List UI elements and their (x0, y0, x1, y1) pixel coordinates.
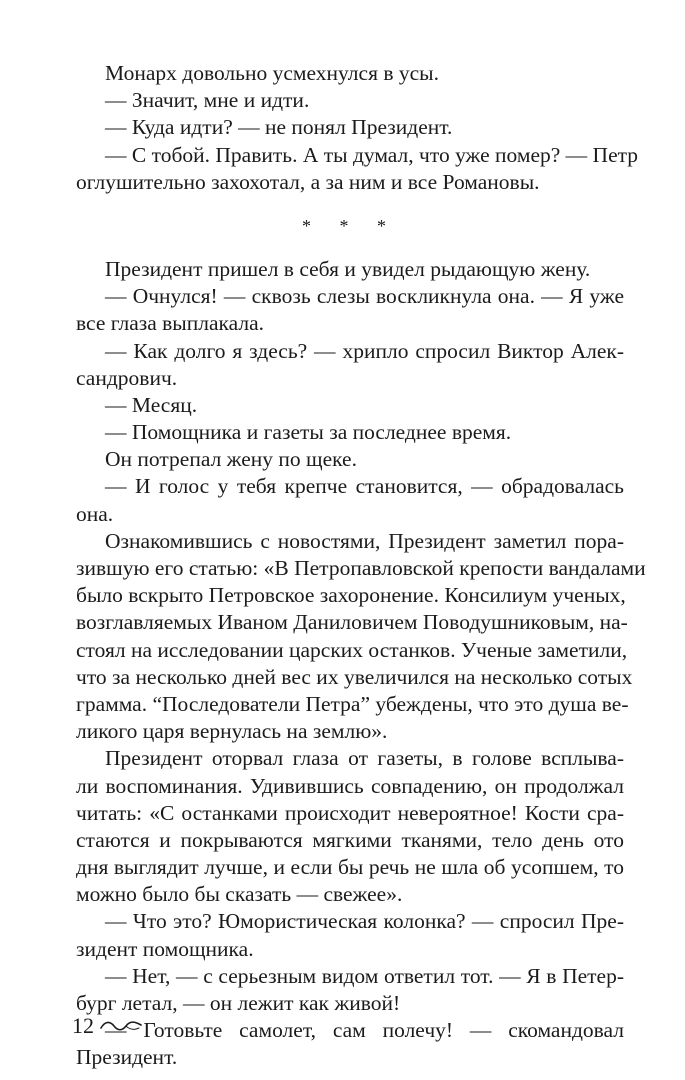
text-line: — Куда идти? — не понял Президент. (105, 115, 453, 140)
section-separator: * * * (302, 215, 398, 236)
text-line: грамма. “Последователи Петра” убеждены, что это душа ве- (76, 691, 629, 716)
text-line: она. (76, 501, 114, 526)
text-line: — Готовьте самолет, сам полечу! — скомандовал (105, 1018, 624, 1043)
text-line: Президент пришел в себя и увидел рыдающую жену. (105, 256, 591, 281)
swash-ornament-icon (100, 1019, 142, 1033)
text-line: зидент помощника. (76, 936, 254, 961)
text-line: было вскрыто Петровское захоронение. Консилиум ученых, (76, 583, 626, 608)
text-line: — Что это? Юмористическая колонка? — спросил Пре- (105, 909, 624, 934)
text-line: — Очнулся! — сквозь слезы воскликнула она. — Я уже (105, 284, 624, 309)
text-line: Ознакомившись с новостями, Президент заметил пора- (105, 528, 624, 553)
page-number: 12 (72, 1013, 94, 1038)
text-line: — Нет, — с серьезным видом ответил тот. — Я в Петер- (105, 963, 624, 988)
text-line: дня выглядит лучше, и если бы речь не шла об усопшем, то (76, 855, 624, 880)
text-line: ликого царя вернулась на землю». (76, 719, 388, 744)
text-line: — Помощника и газеты за последнее время. (105, 420, 512, 445)
text-line: — Как долго я здесь? — хрипло спросил Виктор Алек- (105, 338, 624, 363)
page-footer (72, 1012, 142, 1040)
text-line: все глаза выплакала. (76, 311, 265, 336)
text-line: Президент оторвал глаза от газеты, в голове всплыва- (105, 746, 624, 771)
text-line: что за несколько дней вес их увеличился на несколько сотых (76, 664, 633, 689)
text-line: — С тобой. Править. А ты думал, что уже помер? — Петр (105, 142, 639, 167)
text-line: — Месяц. (105, 392, 198, 417)
text-line: — Значит, мне и идти. (105, 88, 310, 113)
page-text (76, 60, 646, 1072)
text-line: — И голос у тебя крепче становится, — обрадовалась (105, 474, 624, 499)
text-line: ли воспоминания. Удивившись совпадению, он продолжал (76, 773, 624, 798)
text-line: читать: «С останками происходит невероятное! Кости сра- (76, 800, 624, 825)
text-line: Президент. (76, 1045, 178, 1070)
text-line: Он потрепал жену по щеке. (105, 447, 357, 472)
text-line: бург летал, — он лежит как живой! (76, 991, 401, 1015)
text-line: оглушительно захохотал, а за ним и все Романовы. (76, 169, 540, 194)
text-line: возглавляемых Иваном Даниловичем Поводушниковым, на- (76, 610, 628, 635)
text-line: стаются и покрываются мягкими тканями, тело день ото (76, 827, 624, 852)
text-line: стоял на исследовании царских останков. Ученые заметили, (76, 637, 628, 662)
text-line: Монарх довольно усмехнулся в усы. (105, 61, 439, 85)
text-line: сандрович. (76, 365, 178, 390)
text-line: зившую его статью: «В Петропавловской крепости вандалами (76, 556, 646, 580)
text-line: можно было бы сказать — свежее». (76, 882, 403, 907)
